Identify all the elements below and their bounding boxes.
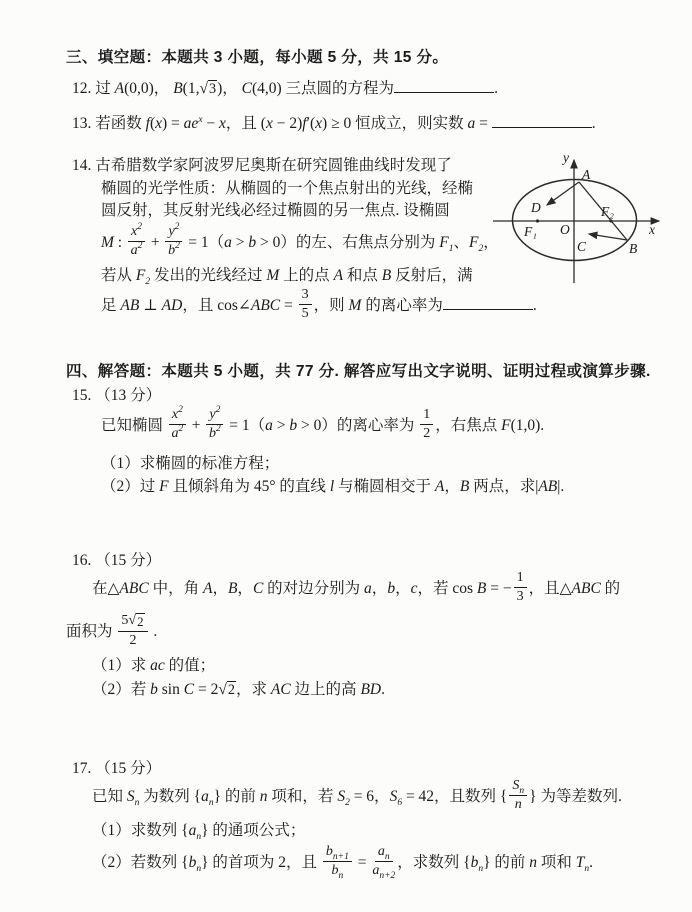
label-point-a: A: [582, 167, 591, 182]
q14-line6: 足 AB ⊥ AD，且 cos∠ABC = $\frac{3}{5}$ ，则 M 的离心率为 .: [101, 287, 537, 321]
ray-b-to-c: [589, 234, 627, 240]
q17-stem: 已知 $S_n$ 为数列 $\{a_n\}$ 的前 n 项和，若 $S_2 = 6$，$S_6 = 42$，且数列 { $\frac{S_n}{n}$ } 为等差数列.: [92, 778, 622, 812]
label-y-axis: y: [563, 150, 569, 165]
q17-part1: （1）求数列 $\{a_n\}$ 的通项公式；: [92, 822, 306, 842]
answer-blank: [443, 307, 533, 310]
figure-labels: [523, 150, 655, 256]
q13-line: 13. 若函数 $f(x) = ae^x - x$，且 (x − 2)f′(x) ≥ 0 恒成立，则实数 a = .: [72, 115, 596, 132]
label-point-b: B: [629, 241, 638, 256]
q16-part1: （1）求 ac 的值；: [92, 657, 216, 674]
q14-line4: M : $\frac{x^2}{a^2}$ + $\frac{y^2}{b^2}$ = 1（a > b > 0）的左、右焦点分别为 $F_1$、$F_2$，: [101, 222, 499, 258]
q16-number: 16. （15 分）: [72, 552, 162, 569]
label-origin: O: [560, 222, 570, 237]
q16-stem2: 面积为 5 √ 2 2 .: [66, 612, 158, 648]
label-x-axis: x: [649, 222, 655, 237]
q14-line5: 若从 $F_2$ 发出的光线经过 M 上的点 A 和点 B 反射后，满: [101, 267, 473, 287]
label-point-d: D: [531, 200, 541, 215]
q14-ellipse-figure: [490, 150, 674, 292]
focus-f2-dot: [609, 219, 612, 222]
ellipse-optics-diagram: [490, 150, 674, 292]
section3-heading: 三、填空题：本题共 3 小题，每小题 5 分，共 15 分。: [66, 49, 449, 66]
q15-number: 15. （13 分）: [72, 387, 162, 404]
q15-part2: （2）过 F 且倾斜角为 45° 的直线 l 与椭圆相交于 A，B 两点，求|AB|.: [101, 478, 565, 495]
section4-heading: 四、解答题：本题共 5 小题，共 77 分. 解答应写出文字说明、证明过程或演算步骤.: [66, 363, 651, 380]
q17-part2: （2）若数列 $\{b_n\}$ 的首项为 2，且 $\frac{b_{n+1}}{b_n}$ = $\frac{a_n}{a_{n+2}}$ ，求数列 $\{b_n\}$ 的前 n 项和 $T_n$.: [92, 844, 594, 881]
q14-line1: 14. 古希腊数学家阿波罗尼奥斯在研究圆锥曲线时发现了: [72, 157, 452, 174]
focus-f1-dot: [536, 219, 539, 222]
label-f2: F₂: [601, 204, 614, 219]
q15-part1: （1）求椭圆的标准方程；: [101, 455, 280, 472]
q16-part2: （2）若 b sin C = 2 √ 2 ，求 AC 边上的高 BD.: [92, 681, 385, 698]
answer-blank: [394, 90, 494, 93]
label-point-c: C: [577, 239, 587, 254]
q16-stem1: 在△ABC 中，角 A，B，C 的对边分别为 a，b，c，若 cos B = − $\frac{1}{3}$ ，且△ABC 的: [92, 570, 621, 604]
q15-stem: 已知椭圆 $\frac{x^2}{a^2}$ + $\frac{y^2}{b^2}$ = 1（a > b > 0）的离心率为 $\frac{1}{2}$ ，右焦点 F(1,0).: [101, 405, 545, 441]
q14-line3: 圆反射，其反射光线必经过椭圆的另一焦点. 设椭圆: [101, 202, 450, 219]
q14-line2: 椭圆的光学性质：从椭圆的一个焦点射出的光线，经椭: [101, 180, 474, 197]
label-f1: F₁: [524, 224, 537, 239]
q12-line: 12. 过 A(0,0)， B(1, √ 3 )， C(4,0) 三点圆的方程为 .: [72, 80, 498, 97]
q17-number: 17. （15 分）: [72, 760, 162, 777]
answer-blank: [492, 125, 592, 128]
